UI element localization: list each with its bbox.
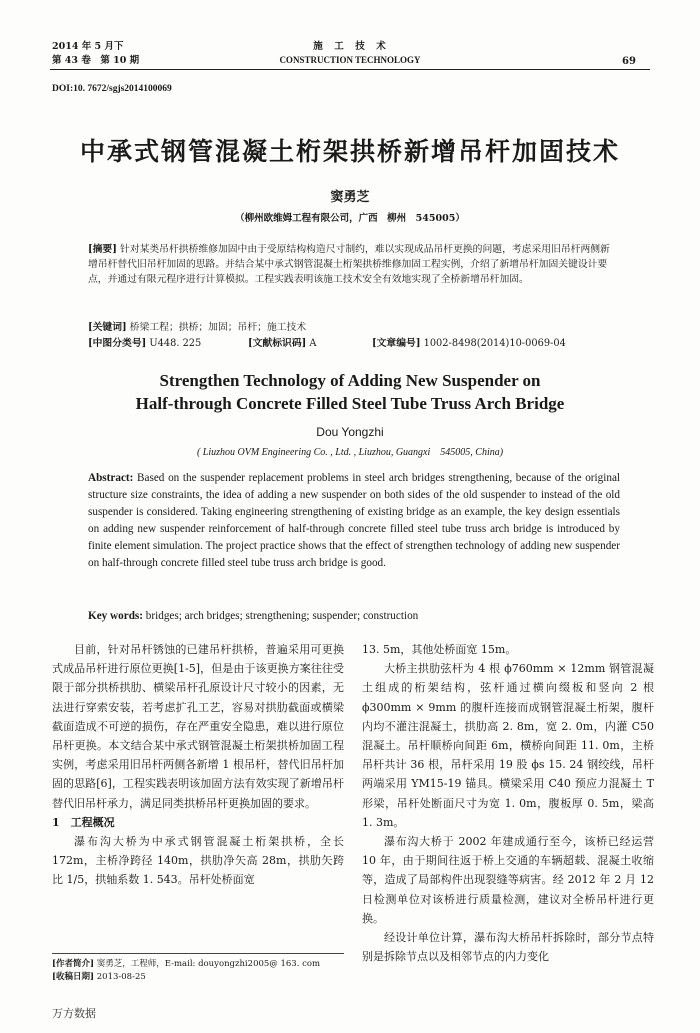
doc-value: A — [309, 338, 317, 349]
body-left-column — [52, 640, 344, 890]
author-en: Dou Yongzhi — [316, 425, 384, 439]
affiliation-cn: （柳州欧维姆工程有限公司，广西 柳州 545005） — [235, 213, 465, 224]
footnote-rule — [52, 953, 344, 954]
title-en-line2: Half-through Concrete Filled Steel Tube Truss Arch Bridge — [135, 394, 565, 413]
abstract-cn-text: 针对某类吊杆拱桥维修加固中由于受原结构构造尺寸制约，难以实现成品吊杆更换的问题，考虑采用旧吊杆两侧新增吊杆替代旧吊杆加固的思路。并结合某中承式钢管混凝土桁架拱桥维修加固工程实例，介绍了新增吊杆加固关键设计要点，并通过有限元程序进行计算模拟。工程实践表明该施工技术安全有效地实现了全桥新增吊杆加固。 — [88, 244, 610, 285]
body-left-paragraph-2: 瀑布沟大桥为中承式钢管混凝土桁架拱桥，全长 172m，主桥净跨径 140m，拱肋净矢高 28m，拱肋矢跨比 1/5，拱轴系数 1. 543。吊杆处桥面宽 — [52, 835, 344, 887]
footnote-author-text: 窦勇芝，工程师，E-mail: douyongzhi2005@ 163. com — [96, 959, 321, 969]
clc-value: U448. 225 — [149, 338, 202, 349]
article-label: [文章编号] — [372, 338, 421, 349]
footnote-date-label: [收稿日期] — [52, 972, 95, 982]
body-right-paragraph-0: 13. 5m，其他处桥面宽 15m。 — [362, 643, 517, 656]
doi: DOI:10. 7672/sgjs2014100069 — [52, 84, 172, 94]
keywords-en-text: bridges; arch bridges; strengthening; suspender; construction — [145, 610, 419, 622]
abstract-cn — [88, 242, 618, 287]
header-date: 2014 年 5 月下 — [52, 41, 124, 52]
keywords-cn — [88, 320, 618, 335]
header-journal-cn: 施 工 技 术 — [313, 41, 387, 52]
footnote-author-label: [作者简介] — [52, 959, 95, 969]
footnote-received — [52, 971, 352, 984]
title-cn: 中承式钢管混凝土桁架拱桥新增吊杆加固技术 — [79, 137, 620, 166]
keywords-cn-label: [关键词] — [88, 322, 127, 333]
keywords-en-label: Key words: — [88, 610, 143, 622]
header-volume-issue: 第 43 卷 第 10 期 — [52, 55, 140, 66]
clc-label: [中图分类号] — [88, 338, 147, 349]
affiliation-en: ( Liuzhou OVM Engineering Co. , Ltd. , Liuzhou, Guangxi 545005, China) — [196, 447, 504, 458]
header-journal-en: CONSTRUCTION TECHNOLOGY — [279, 55, 421, 65]
doc-code — [248, 336, 316, 351]
body-right-paragraph-2: 瀑布沟大桥于 2002 年建成通行至今，该桥已经运营 10 年，由于期间往返于桥上交通的车辆超载、混凝土收缩等，造成了局部构件出现裂缝等病害。经 2012 年 2 月 12 日检测单位对该桥进行质量检测，建议对全桥吊杆进行更换。 — [362, 835, 654, 925]
author-cn: 窦勇芝 — [330, 190, 370, 205]
keywords-cn-text: 桥梁工程；拱桥；加固；吊杆；施工技术 — [129, 322, 307, 333]
body-right-paragraph-1: 大桥主拱肋弦杆为 4 根 ϕ760mm × 12mm 钢管混凝土组成的桁架结构，弦杆通过横向缀板和竖向 2 根 ϕ300mm × 9mm 的腹杆连接而成钢管混凝土桁架，腹杆内均不灌注混凝土，拱肋高 2. 8m，宽 2. 0m，内灌 C50 混凝土。吊杆顺桥向间距 6m，横桥向间距 11. 0m，主桥吊杆共计 36 根，吊杆采用 19 股 ϕs 15. 24 钢绞线，吊杆两端采用 YM15-19 锚具。横梁采用 C40 预应力混凝土 T 形梁，吊杆处断面尺寸为宽 1. 0m，腹板厚 0. 5m，梁高 1. 3m。 — [362, 662, 654, 829]
title-en-line1: Strengthen Technology of Adding New Suspender on — [159, 371, 541, 390]
header-page-number: 69 — [622, 56, 636, 67]
header-rule — [50, 69, 650, 70]
body-right-column — [362, 640, 654, 966]
keywords-en — [88, 608, 620, 625]
body-right-paragraph-3: 经设计单位计算，瀑布沟大桥吊杆拆除时，部分节点特别是拆除节点以及相邻节点的内力变化 — [362, 931, 654, 964]
body-left-paragraph-1: 目前，针对吊杆锈蚀的已建吊杆拱桥，普遍采用可更换式成品吊杆进行原位更换[1-5]，但是由于该更换方案往往受限于部分拱桥拱肋、横梁吊杆孔原设计尺寸较小的因素，无法进行穿索安装，若考虑扩孔工艺，容易对拱肋截面或横梁截面造成不可逆的损伤，存在严重安全隐患，难以进行原位吊杆更换。本文结合某中承式钢管混凝土桁架拱桥加固工程实例，考虑采用旧吊杆两侧各新增 1 根吊杆，替代旧吊杆加固的思路[6]，工程实践表明该加固方法有效实现了新增吊杆替代旧吊杆承力，满足同类拱桥吊杆更换加固的要求。 — [52, 643, 344, 810]
footnote-author — [52, 958, 352, 971]
abstract-en-label: Abstract: — [88, 472, 134, 484]
abstract-en — [88, 470, 620, 573]
section-heading-1: 1 工程概况 — [52, 815, 115, 829]
footnote-date-text: 2013-08-25 — [96, 972, 146, 982]
article-value: 1002-8498(2014)10-0069-04 — [423, 338, 566, 349]
abstract-en-text: Based on the suspender replacement problems in steel arch bridges strengthening, because of the original structure size constraints, the idea of adding a new suspender on both sides of the old suspender to instead of the old suspender is considered. Taking engineering strengthening of existing bridge as an example, the key design essentials on adding new suspender reinforcement of half-through concrete filled steel tube truss arch bridge is introduced by finite element simulation. The project practice shows that the effect of strengthen technology of adding new suspender on half-through concrete filled steel tube truss arch bridge is good. — [88, 472, 621, 570]
doc-label: [文献标识码] — [248, 338, 307, 349]
article-number — [372, 336, 566, 351]
watermark: 万方数据 — [52, 1007, 96, 1020]
abstract-cn-label: [摘要] — [88, 244, 117, 255]
